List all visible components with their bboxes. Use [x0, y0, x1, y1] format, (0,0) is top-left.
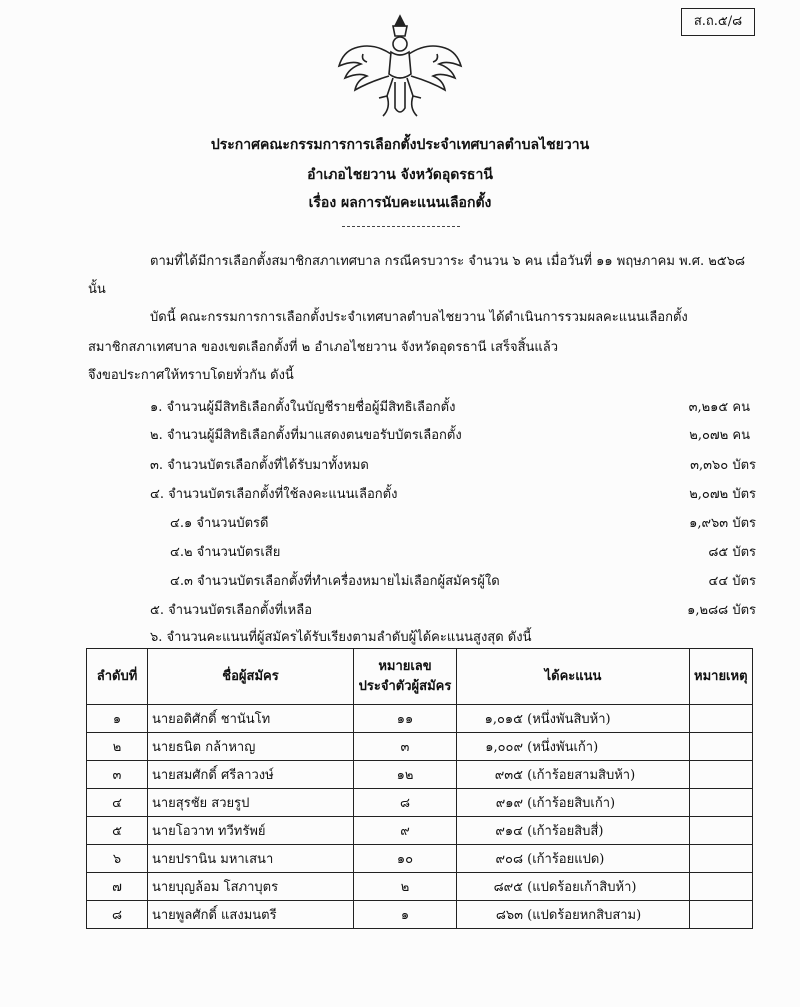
cell-score-words: (เก้าร้อยสิบสี่) [527, 824, 604, 839]
cell-score-words: (เก้าร้อยสามสิบห้า) [527, 768, 636, 783]
stat-value: ๒,๐๗๒ คน [689, 428, 750, 443]
cell-number: ๑๐ [354, 845, 457, 873]
cell-name: นายอดิศักดิ์ ชานันโท [148, 705, 354, 733]
cell-rank: ๓ [87, 761, 148, 789]
header-number-line1: หมายเลข [378, 658, 432, 674]
intro-para2-line1: บัดนี้ คณะกรรมการการเลือกตั้งประจำเทศบาลตำบลไชยวาน ได้ดำเนินการรวมผลคะแนนเลือกตั้ง [150, 310, 688, 325]
cell-number: ๑ [354, 901, 457, 929]
cell-score: ๑,๐๐๙ [485, 740, 523, 755]
cell-rank: ๗ [87, 873, 148, 901]
intro-para2-line3: จึงขอประกาศให้ทราบโดยทั่วกัน ดังนี้ [88, 368, 294, 383]
cell-votes [457, 845, 690, 873]
stat-value: ๔๔ บัตร [708, 574, 756, 589]
stat-label: ๔.๑ จำนวนบัตรดี [170, 516, 269, 531]
cell-name: นายสุรชัย สวยรูป [148, 789, 354, 817]
table-header-row [87, 649, 753, 705]
cell-rank: ๕ [87, 817, 148, 845]
stat-label: ๒. จำนวนผู้มีสิทธิเลือกตั้งที่มาแสดงตนขอรับบัตรเลือกตั้ง [150, 428, 462, 443]
stat-value: ๓,๓๖๐ บัตร [690, 458, 756, 473]
cell-score: ๙๑๙ [495, 796, 523, 811]
cell-name: นายโอวาท ทวีทรัพย์ [148, 817, 354, 845]
cell-note [690, 845, 753, 873]
stat-value: ๑,๙๖๓ บัตร [689, 516, 756, 531]
cell-rank: ๖ [87, 845, 148, 873]
intro-para1-line2: นั้น [88, 282, 106, 297]
cell-rank: ๔ [87, 789, 148, 817]
stat-value: ๓,๒๑๕ คน [688, 400, 750, 415]
stat-label: ๓. จำนวนบัตรเลือกตั้งที่ได้รับมาทั้งหมด [150, 458, 369, 473]
cell-score: ๙๓๕ [494, 768, 523, 783]
table-row [87, 901, 753, 929]
cell-number: ๘ [354, 789, 457, 817]
form-code-box: ส.ถ.๕/๘ [681, 8, 755, 36]
cell-score-words: (หนึ่งพันเก้า) [527, 740, 599, 755]
table-row [87, 845, 753, 873]
item-6-label: ๖. จำนวนคะแนนที่ผู้สมัครได้รับเรียงตามลำดับผู้ได้คะแนนสูงสุด ดังนี้ [150, 630, 532, 645]
cell-rank: ๑ [87, 705, 148, 733]
stat-value: ๘๕ บัตร [708, 545, 756, 560]
cell-votes [457, 733, 690, 761]
table-row [87, 761, 753, 789]
cell-name: นายบุญล้อม โสภาบุตร [148, 873, 354, 901]
table-row [87, 873, 753, 901]
table-row [87, 817, 753, 845]
cell-score: ๑,๐๑๕ [484, 712, 523, 727]
cell-score-words: (เก้าร้อยสิบเก้า) [527, 796, 616, 811]
cell-note [690, 789, 753, 817]
cell-score-words: (เก้าร้อยแปด) [527, 852, 605, 867]
cell-score: ๙๑๔ [495, 824, 523, 839]
cell-score: ๙๐๘ [495, 852, 523, 867]
cell-name: นายพูลศักดิ์ แสงมนตรี [148, 901, 354, 929]
header-votes: ได้คะแนน [457, 649, 690, 705]
cell-votes [457, 873, 690, 901]
cell-note [690, 873, 753, 901]
cell-votes [457, 705, 690, 733]
stat-value: ๒,๐๗๒ บัตร [689, 487, 756, 502]
table-row [87, 789, 753, 817]
header-number-line2: ประจำตัวผู้สมัคร [358, 678, 452, 694]
intro-para2-line2: สมาชิกสภาเทศบาล ของเขตเลือกตั้งที่ ๒ อำเภอไชยวาน จังหวัดอุดรธานี เสร็จสิ้นแล้ว [88, 340, 559, 355]
cell-rank: ๘ [87, 901, 148, 929]
stat-label: ๑. จำนวนผู้มีสิทธิเลือกตั้งในบัญชีรายชื่อผู้มีสิทธิเลือกตั้ง [150, 400, 456, 415]
cell-rank: ๒ [87, 733, 148, 761]
stat-label: ๔. จำนวนบัตรเลือกตั้งที่ใช้ลงคะแนนเลือกตั้ง [150, 487, 398, 502]
cell-score: ๘๖๓ [495, 908, 523, 923]
cell-note [690, 705, 753, 733]
table-row [87, 733, 753, 761]
cell-name: นายปรานิน มหาเสนา [148, 845, 354, 873]
cell-number: ๑๑ [354, 705, 457, 733]
cell-votes [457, 761, 690, 789]
cell-score-words: (แปดร้อยเก้าสิบห้า) [527, 880, 637, 895]
header-number [354, 649, 457, 705]
stat-value: ๑,๒๘๘ บัตร [687, 603, 756, 618]
stat-label: ๕. จำนวนบัตรเลือกตั้งที่เหลือ [150, 603, 313, 618]
cell-name: นายสมศักดิ์ ศรีลาวงษ์ [148, 761, 354, 789]
garuda-emblem-icon [333, 12, 467, 122]
results-table [86, 648, 753, 929]
cell-number: ๓ [354, 733, 457, 761]
cell-name: นายธนิต กล้าหาญ [148, 733, 354, 761]
header-line-2: อำเภอไชยวาน จังหวัดอุดรธานี [307, 167, 493, 183]
cell-number: ๑๒ [354, 761, 457, 789]
table-row [87, 705, 753, 733]
stat-label: ๔.๓ จำนวนบัตรเลือกตั้งที่ทำเครื่องหมายไม่เลือกผู้สมัครผู้ใด [170, 574, 500, 589]
cell-note [690, 817, 753, 845]
cell-note [690, 761, 753, 789]
cell-votes [457, 789, 690, 817]
cell-number: ๒ [354, 873, 457, 901]
intro-para1-line1: ตามที่ได้มีการเลือกตั้งสมาชิกสภาเทศบาล กรณีครบวาระ จำนวน ๖ คน เมื่อวันที่ ๑๑ พฤษภาคม พ.ศ. ๒๕๖๘ [150, 254, 745, 269]
cell-votes [457, 901, 690, 929]
cell-score-words: (แปดร้อยหกสิบสาม) [527, 908, 642, 923]
header-subject: เรื่อง ผลการนับคะแนนเลือกตั้ง [308, 195, 492, 211]
cell-score-words: (หนึ่งพันสิบห้า) [527, 712, 611, 727]
cell-number: ๙ [354, 817, 457, 845]
header-rank: ลำดับที่ [87, 649, 148, 705]
cell-note [690, 733, 753, 761]
header-divider [342, 226, 460, 227]
cell-note [690, 901, 753, 929]
header-name: ชื่อผู้สมัคร [148, 649, 354, 705]
cell-score: ๘๙๕ [493, 880, 523, 895]
cell-votes [457, 817, 690, 845]
header-line-1: ประกาศคณะกรรมการการเลือกตั้งประจำเทศบาลตำบลไชยวาน [210, 137, 590, 153]
stat-label: ๔.๒ จำนวนบัตรเสีย [170, 545, 281, 560]
header-note: หมายเหตุ [690, 649, 753, 705]
